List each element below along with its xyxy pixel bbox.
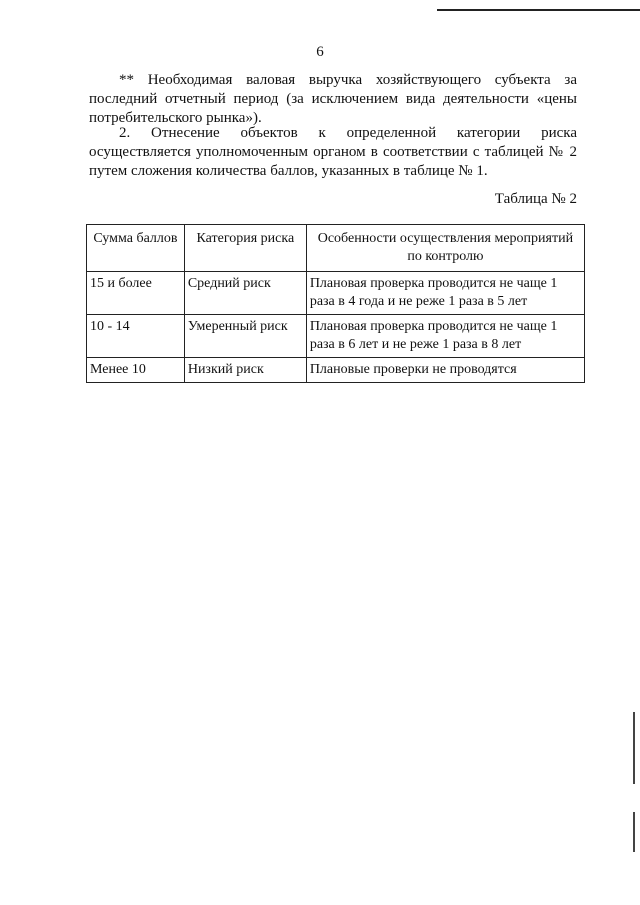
cell-category: Низкий риск [184, 358, 306, 383]
cell-category: Средний риск [184, 272, 306, 315]
cell-features: Плановая проверка проводится не чаще 1 раза в 6 лет и не реже 1 раза в 8 лет [306, 315, 584, 358]
table-caption: Таблица № 2 [494, 191, 577, 207]
cell-features: Плановые проверки не проводятся [306, 358, 584, 383]
scan-margin-mark [633, 812, 635, 852]
cell-sum: 15 и более [87, 272, 185, 315]
page-number: 6 [316, 44, 324, 60]
table-row [87, 272, 585, 315]
table-row [87, 358, 585, 383]
header-rule [437, 9, 640, 11]
scan-margin-mark [633, 712, 635, 784]
header-features: Особенности осуществления мероприятий по контролю [306, 225, 584, 272]
cell-sum: 10 - 14 [87, 315, 185, 358]
cell-category: Умеренный риск [184, 315, 306, 358]
risk-category-table [86, 224, 585, 383]
header-sum: Сумма баллов [87, 225, 185, 272]
cell-features: Плановая проверка проводится не чаще 1 раза в 4 года и не реже 1 раза в 5 лет [306, 272, 584, 315]
cell-sum: Менее 10 [87, 358, 185, 383]
table-row [87, 315, 585, 358]
header-category: Категория риска [184, 225, 306, 272]
body-paragraph: 2. Отнесение объектов к определенной категории риска осуществляется уполномоченным органом в соответствии с таблицей № 2 путем сложения количества баллов, указанных в таблице № 1. [89, 125, 577, 179]
table-header-row [87, 225, 585, 272]
footnote-paragraph: ** Необходимая валовая выручка хозяйствующего субъекта за последний отчетный период (за исключением вида деятельности «цены потребительского рынка»). [89, 72, 577, 126]
